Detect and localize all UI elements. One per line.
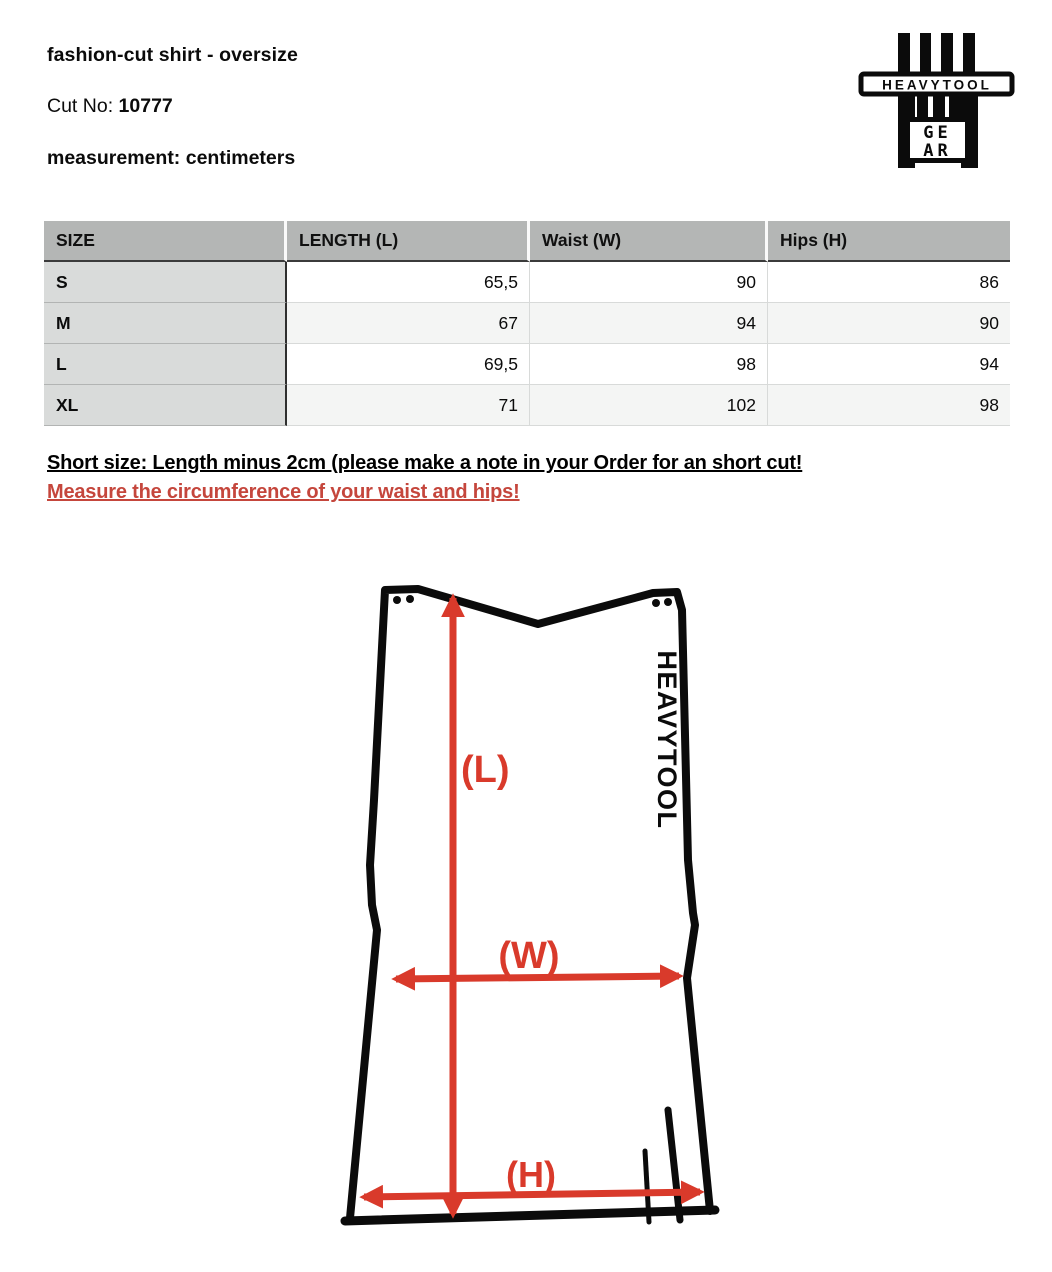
table-row — [44, 344, 1010, 385]
hips-label: (H) — [506, 1154, 556, 1195]
logo-name-text: HEAVYTOOL — [882, 77, 992, 93]
cut-number-value: 10777 — [118, 95, 173, 117]
cell-hips: 94 — [768, 344, 1010, 385]
cell-size: M — [44, 303, 287, 344]
cut-number-line — [47, 95, 173, 118]
col-header-length: LENGTH (L) — [287, 221, 530, 262]
cell-length: 69,5 — [287, 344, 530, 385]
col-header-waist: Waist (W) — [530, 221, 768, 262]
cell-size: XL — [44, 385, 287, 426]
size-table — [44, 221, 1010, 426]
measurement-unit: measurement: centimeters — [47, 147, 296, 169]
cell-length: 71 — [287, 385, 530, 426]
length-label: (L) — [461, 749, 510, 791]
short-cut-note: Short size: Length minus 2cm (please make a note in your Order for an short cut! — [47, 452, 803, 474]
product-title: fashion-cut shirt - oversize — [47, 44, 298, 66]
cell-waist: 98 — [530, 344, 768, 385]
logo-gear-text-line2: AR — [923, 141, 952, 161]
cell-hips: 86 — [768, 262, 1010, 303]
cell-hips: 98 — [768, 385, 1010, 426]
heavytool-logo — [853, 18, 1019, 174]
table-row — [44, 385, 1010, 426]
cell-size: L — [44, 344, 287, 385]
cell-waist: 94 — [530, 303, 768, 344]
col-header-size: SIZE — [44, 221, 287, 262]
cell-hips: 90 — [768, 303, 1010, 344]
logo-gear-text-line1: GE — [923, 123, 952, 143]
col-header-hips: Hips (H) — [768, 221, 1010, 262]
logo-top-bars — [898, 33, 975, 73]
shirt-measurement-diagram — [330, 560, 730, 1250]
cell-waist: 102 — [530, 385, 768, 426]
table-row — [44, 262, 1010, 303]
cell-waist: 90 — [530, 262, 768, 303]
cell-length: 65,5 — [287, 262, 530, 303]
waist-label: (W) — [498, 935, 560, 977]
measure-note: Measure the circumference of your waist and hips! — [47, 481, 520, 503]
cell-length: 67 — [287, 303, 530, 344]
diagram-brand-text: HEAVYTOOL — [652, 650, 682, 830]
cut-number-label: Cut No: — [47, 95, 119, 117]
table-row — [44, 303, 1010, 344]
cell-size: S — [44, 262, 287, 303]
size-table-header-row — [44, 221, 1010, 262]
